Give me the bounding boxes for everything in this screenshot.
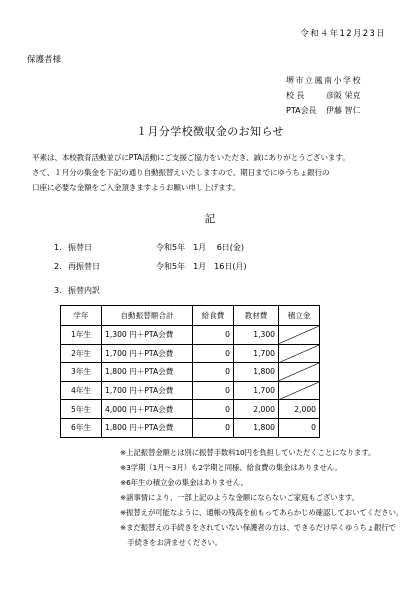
issue-date: 令和４年12月23日 [300,28,386,38]
cell-material: 1,700 [234,344,279,363]
cell-lunch: 0 [193,344,234,363]
header-material: 教材費 [234,306,279,326]
note-line-7: 手続きをお済ませください。 [120,538,223,547]
table-row [61,381,320,400]
diagonal-slash-icon [279,382,319,400]
cell-lunch: 0 [193,363,234,382]
cell-auto-total: 1,800 円＋PTA会費 [102,418,193,437]
item-value: 令和5年 1月 6日(金) [156,243,245,252]
sender-school [286,75,362,86]
item-number: 1. [54,243,62,252]
diagonal-slash-icon [279,345,319,363]
cell-grade: 1年生 [61,326,102,345]
note-line-2: ※3学期（1月～3月）も2学期と同様、給食費の集金はありません。 [120,463,342,472]
header-grade: 学年 [61,306,102,326]
cell-auto-total: 1,300 円＋PTA会費 [102,326,193,345]
item-number: 2. [54,262,62,271]
cell-savings: 2,000 [279,400,320,419]
cell-savings [279,344,320,363]
table-row [61,418,320,437]
ki-heading: 記 [204,213,216,225]
cell-savings [279,326,320,345]
cell-material: 1,300 [234,326,279,345]
diagonal-slash-icon [279,363,319,381]
cell-material: 2,000 [234,400,279,419]
cell-lunch: 0 [193,400,234,419]
item-value: 令和5年 1月 16日(月) [156,262,247,271]
table-row [61,400,320,419]
header-savings: 積立金 [279,306,320,326]
note-line-1: ※上記振替金額とは別に振替手数料10円を負担していただくことになります。 [120,448,376,457]
cell-grade: 2年生 [61,344,102,363]
cell-lunch: 0 [193,326,234,345]
item-label: 再振替日 [68,262,100,271]
item-retransfer-date [54,261,247,272]
header-lunch: 給食費 [193,306,234,326]
item-transfer-date [54,242,244,253]
body-line-3: 口座に必要な金額をご入金頂きますようお願い申し上げます。 [32,183,240,192]
cell-auto-total: 1,800 円＋PTA会費 [102,363,193,382]
cell-savings: 0 [279,418,320,437]
cell-auto-total: 1,700 円＋PTA会費 [102,381,193,400]
pta-role: PTA会長 [286,106,317,115]
school-name: 堺市立鳳南小学校 [286,76,362,85]
note-line-6: ※まだ振替えの手続きをされていない保護者の方は、できるだけ早くゆうちょ銀行で [120,523,396,532]
note-line-5: ※振替えが可能なように、通帳の残高を前もってあらかじめ確認しておいてください。 [120,508,404,517]
table-row [61,326,320,345]
document-title: １月分学校徴収金のお知らせ [136,125,284,138]
pta-name: 伊藤 智仁 [326,106,361,115]
cell-grade: 3年生 [61,363,102,382]
cell-grade: 6年生 [61,418,102,437]
principal-role: 校 長 [286,91,305,100]
sender-pta [286,105,361,116]
item-number: 3. [54,286,62,295]
cell-material: 1,700 [234,381,279,400]
item-breakdown [54,285,156,296]
fee-table [60,305,320,438]
body-line-1: 平素は、本校教育活動並びにPTA活動にご支援ご協力をいただき、誠にありがとうございます。 [32,153,350,162]
diagonal-slash-icon [279,326,319,344]
cell-lunch: 0 [193,381,234,400]
note-line-4: ※諸事情により、一部上記のような金額にならないご家庭もございます。 [120,493,359,502]
addressee: 保護者様 [27,55,62,65]
fee-table-header [61,306,320,326]
sender-principal [286,90,361,101]
note-line-3: ※6年生の積立金の集金はありません。 [120,478,248,487]
item-label: 振替日 [68,243,92,252]
cell-auto-total: 1,700 円＋PTA会費 [102,344,193,363]
header-auto-total: 自動振替額合計 [102,306,193,326]
body-line-2: さて、１月分の集金を下記の通り自動振替えいたしますので、期日までにゆうちょ銀行の [32,168,330,177]
table-row [61,344,320,363]
cell-material: 1,800 [234,363,279,382]
table-row [61,363,320,382]
cell-savings [279,381,320,400]
cell-material: 1,800 [234,418,279,437]
cell-grade: 4年生 [61,381,102,400]
item-label: 振替内訳 [68,286,100,295]
cell-lunch: 0 [193,418,234,437]
principal-name: 彦阪 栄克 [326,91,361,100]
cell-savings [279,363,320,382]
cell-grade: 5年生 [61,400,102,419]
cell-auto-total: 4,000 円＋PTA会費 [102,400,193,419]
